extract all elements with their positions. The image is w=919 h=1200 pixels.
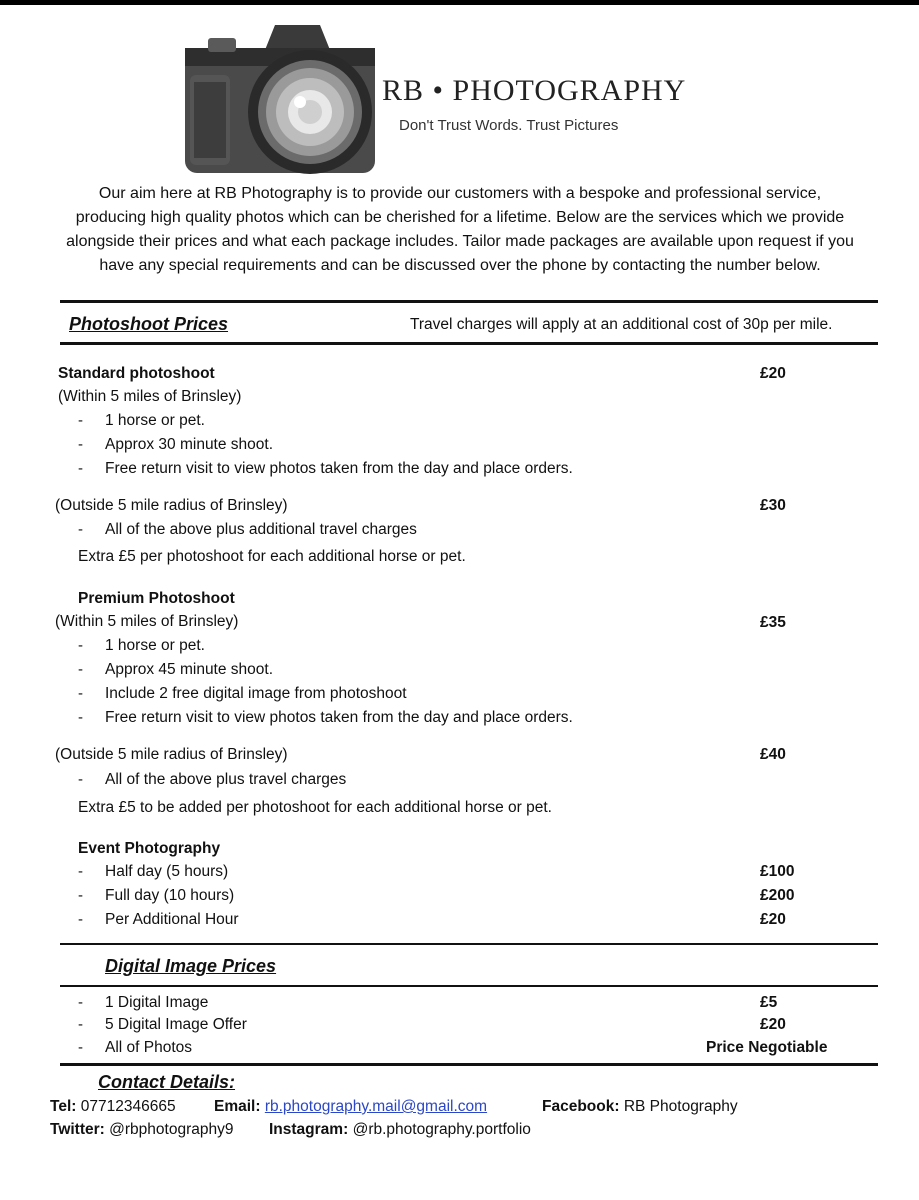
bullet-dash: - (78, 661, 83, 678)
camera-logo-icon (180, 20, 380, 180)
list-item: Free return visit to view photos taken from the day and place orders. (105, 460, 573, 477)
divider (60, 985, 878, 987)
travel-note: Travel charges will apply at an additional cost of 30p per mile. (410, 316, 833, 333)
standard-extra: Extra £5 per photoshoot for each additional horse or pet. (78, 548, 466, 565)
brand-tagline: Don't Trust Words. Trust Pictures (399, 117, 619, 134)
email-link[interactable]: rb.photography.mail@gmail.com (264, 1098, 488, 1115)
premium-extra: Extra £5 to be added per photoshoot for each additional horse or pet. (78, 799, 552, 816)
email-label: Email (214, 1098, 256, 1115)
contact-heading: Contact Details: (98, 1072, 236, 1092)
bullet-dash: - (78, 412, 83, 429)
digital-heading: Digital Image Prices (105, 956, 277, 976)
contact-facebook: Facebook: RB Photography (542, 1098, 738, 1115)
bullet-dash: - (78, 863, 83, 880)
divider (60, 1063, 878, 1066)
event-item: Per Additional Hour (105, 911, 239, 928)
divider (60, 342, 878, 345)
list-item: Free return visit to view photos taken from the day and place orders. (105, 709, 573, 726)
intro-paragraph (40, 182, 880, 278)
event-price: £20 (760, 911, 786, 928)
bullet-dash: - (78, 460, 83, 477)
intro-line: Our aim here at RB Photography is to provide our customers with a bespoke and professional service, (98, 185, 822, 202)
bullet-dash: - (78, 887, 83, 904)
top-border (0, 0, 919, 5)
digital-item: 5 Digital Image Offer (105, 1016, 247, 1033)
twitter-label: Twitter (50, 1121, 100, 1138)
twitter-value: @rbphotography9 (109, 1121, 234, 1138)
list-item: 1 horse or pet. (105, 637, 205, 654)
intro-line: have any special requirements and can be discussed over the phone by contacting the number below. (99, 257, 821, 274)
premium-outside: (Outside 5 mile radius of Brinsley) (55, 746, 288, 763)
digital-item: 1 Digital Image (105, 994, 209, 1011)
facebook-label: Facebook (542, 1098, 615, 1115)
instagram-value: @rb.photography.portfolio (352, 1121, 531, 1138)
standard-outside-price: £30 (760, 497, 786, 514)
event-item: Half day (5 hours) (105, 863, 229, 880)
tel-value[interactable]: 07712346665 (80, 1098, 176, 1115)
list-item: All of the above plus additional travel charges (105, 521, 417, 538)
event-title: Event Photography (78, 840, 221, 857)
bullet-dash: - (78, 994, 83, 1011)
premium-price: £35 (760, 614, 786, 631)
bullet-dash: - (78, 521, 83, 538)
standard-price: £20 (760, 365, 786, 382)
list-item: All of the above plus travel charges (105, 771, 347, 788)
divider (60, 943, 878, 945)
standard-within: (Within 5 miles of Brinsley) (58, 388, 242, 405)
brand-title: RB • PHOTOGRAPHY (382, 74, 687, 107)
premium-outside-price: £40 (760, 746, 786, 763)
event-item: Full day (10 hours) (105, 887, 235, 904)
tel-label: Tel (50, 1098, 72, 1115)
photoshoot-heading: Photoshoot Prices (69, 314, 229, 334)
bullet-dash: - (78, 771, 83, 788)
digital-price: Price Negotiable (706, 1039, 828, 1056)
list-item: Approx 45 minute shoot. (105, 661, 274, 678)
bullet-dash: - (78, 1039, 83, 1056)
divider (60, 300, 878, 303)
premium-within: (Within 5 miles of Brinsley) (55, 613, 239, 630)
event-price: £100 (760, 863, 795, 880)
digital-item: All of Photos (105, 1039, 193, 1056)
facebook-value: RB Photography (623, 1098, 738, 1115)
bullet-dash: - (78, 1016, 83, 1033)
intro-line: alongside their prices and what each package includes. Tailor made packages are available upon request if you (66, 233, 854, 250)
list-item: Include 2 free digital image from photoshoot (105, 685, 407, 702)
bullet-dash: - (78, 709, 83, 726)
instagram-label: Instagram (269, 1121, 344, 1138)
premium-title: Premium Photoshoot (78, 590, 235, 607)
standard-title: Standard photoshoot (58, 365, 215, 382)
contact-instagram: Instagram: @rb.photography.portfolio (269, 1121, 531, 1138)
list-item: 1 horse or pet. (105, 412, 205, 429)
list-item: Approx 30 minute shoot. (105, 436, 274, 453)
bullet-dash: - (78, 685, 83, 702)
event-price: £200 (760, 887, 795, 904)
standard-outside: (Outside 5 mile radius of Brinsley) (55, 497, 288, 514)
intro-line: producing high quality photos which can be cherished for a lifetime. Below are the services which we provide (75, 209, 845, 226)
bullet-dash: - (78, 637, 83, 654)
bullet-dash: - (78, 911, 83, 928)
digital-price: £5 (760, 994, 778, 1011)
contact-tel: Tel: 07712346665 (50, 1098, 176, 1115)
contact-email: Email: rb.photography.mail@gmail.com (214, 1098, 488, 1115)
contact-twitter: Twitter: @rbphotography9 (50, 1121, 234, 1138)
bullet-dash: - (78, 436, 83, 453)
digital-price: £20 (760, 1016, 786, 1033)
